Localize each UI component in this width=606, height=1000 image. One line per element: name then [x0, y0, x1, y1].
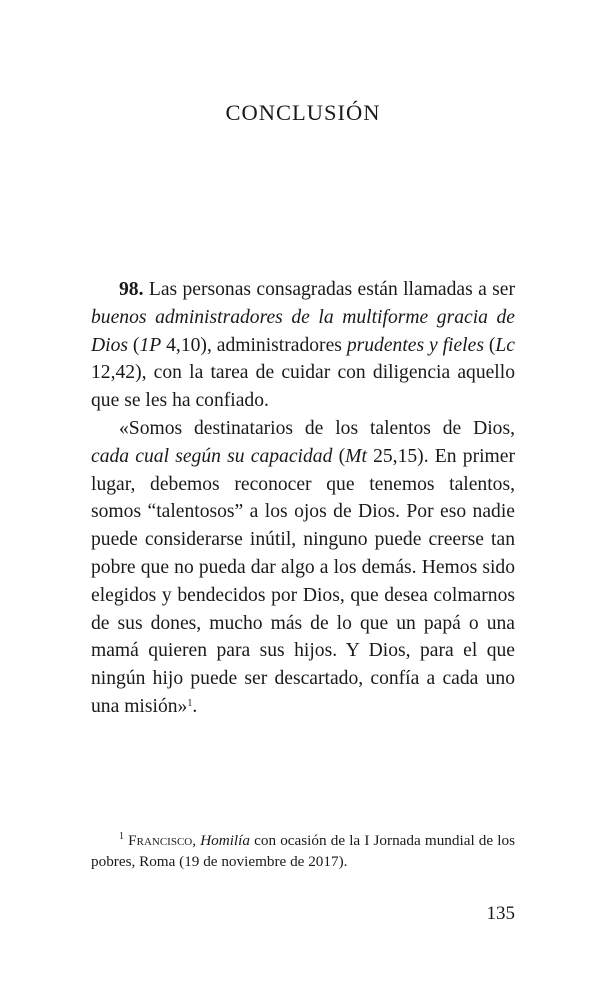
footnote-author: Francisco, [128, 832, 197, 849]
italic-quote: cada cual según su capacidad [91, 445, 333, 467]
paragraph-text: . [192, 695, 198, 717]
paragraph-text: ( [483, 334, 496, 356]
paragraph-text: ( [332, 445, 346, 467]
body-text [91, 276, 515, 721]
paragraph-text: 4,10), administradores [161, 334, 347, 356]
paragraph-text: «Somos destinatarios de los talentos de Dios, [119, 417, 515, 439]
paragraph-text: 25,15). En primer lugar, debemos reconocer que tenemos talentos, somos “talentosos” a los ojos de Dios. Por eso nadie puede considerarse inútil, ninguno puede creerse tan pobre que no pueda dar algo a los demás. Hemos sido elegidos y bendecidos por Dios, que desea colmarnos de sus dones, mucho más de lo que un papá o una mamá quieren para sus hijos. Y Dios, para el que ningún hijo puede ser descartado, confía a cada uno una misión» [91, 445, 515, 717]
citation-book: 1P [139, 334, 162, 356]
italic-quote: prudentes y fieles [346, 334, 484, 356]
italic-quote: buenos administradores de la multiforme gracia de Dios [91, 306, 515, 356]
paragraph-text: Las personas consagradas están llamadas a ser [143, 279, 515, 300]
citation-book: Lc [495, 334, 515, 356]
citation-book: Mt [345, 445, 367, 467]
paragraph-text: ( [128, 334, 140, 356]
footnote-work: Homilía [200, 832, 250, 849]
paragraph-text: 12,42), con la tarea de cuidar con diligencia aquello que se les ha confiado. [91, 362, 515, 412]
footnote-marker: 1 [187, 697, 193, 709]
footnote-body: con ocasión de la I Jornada mundial de los pobres, Roma (19 de noviembre de 2017). [91, 832, 516, 870]
page-number: 135 [486, 903, 515, 924]
paragraph-98 [91, 276, 515, 415]
paragraph-quote [91, 415, 515, 721]
footnote-number: 1 [119, 831, 124, 842]
footnote [91, 830, 515, 872]
paragraph-number: 98. [119, 279, 144, 300]
chapter-heading: CONCLUSIÓN [225, 100, 381, 125]
footnote-text [91, 830, 515, 872]
